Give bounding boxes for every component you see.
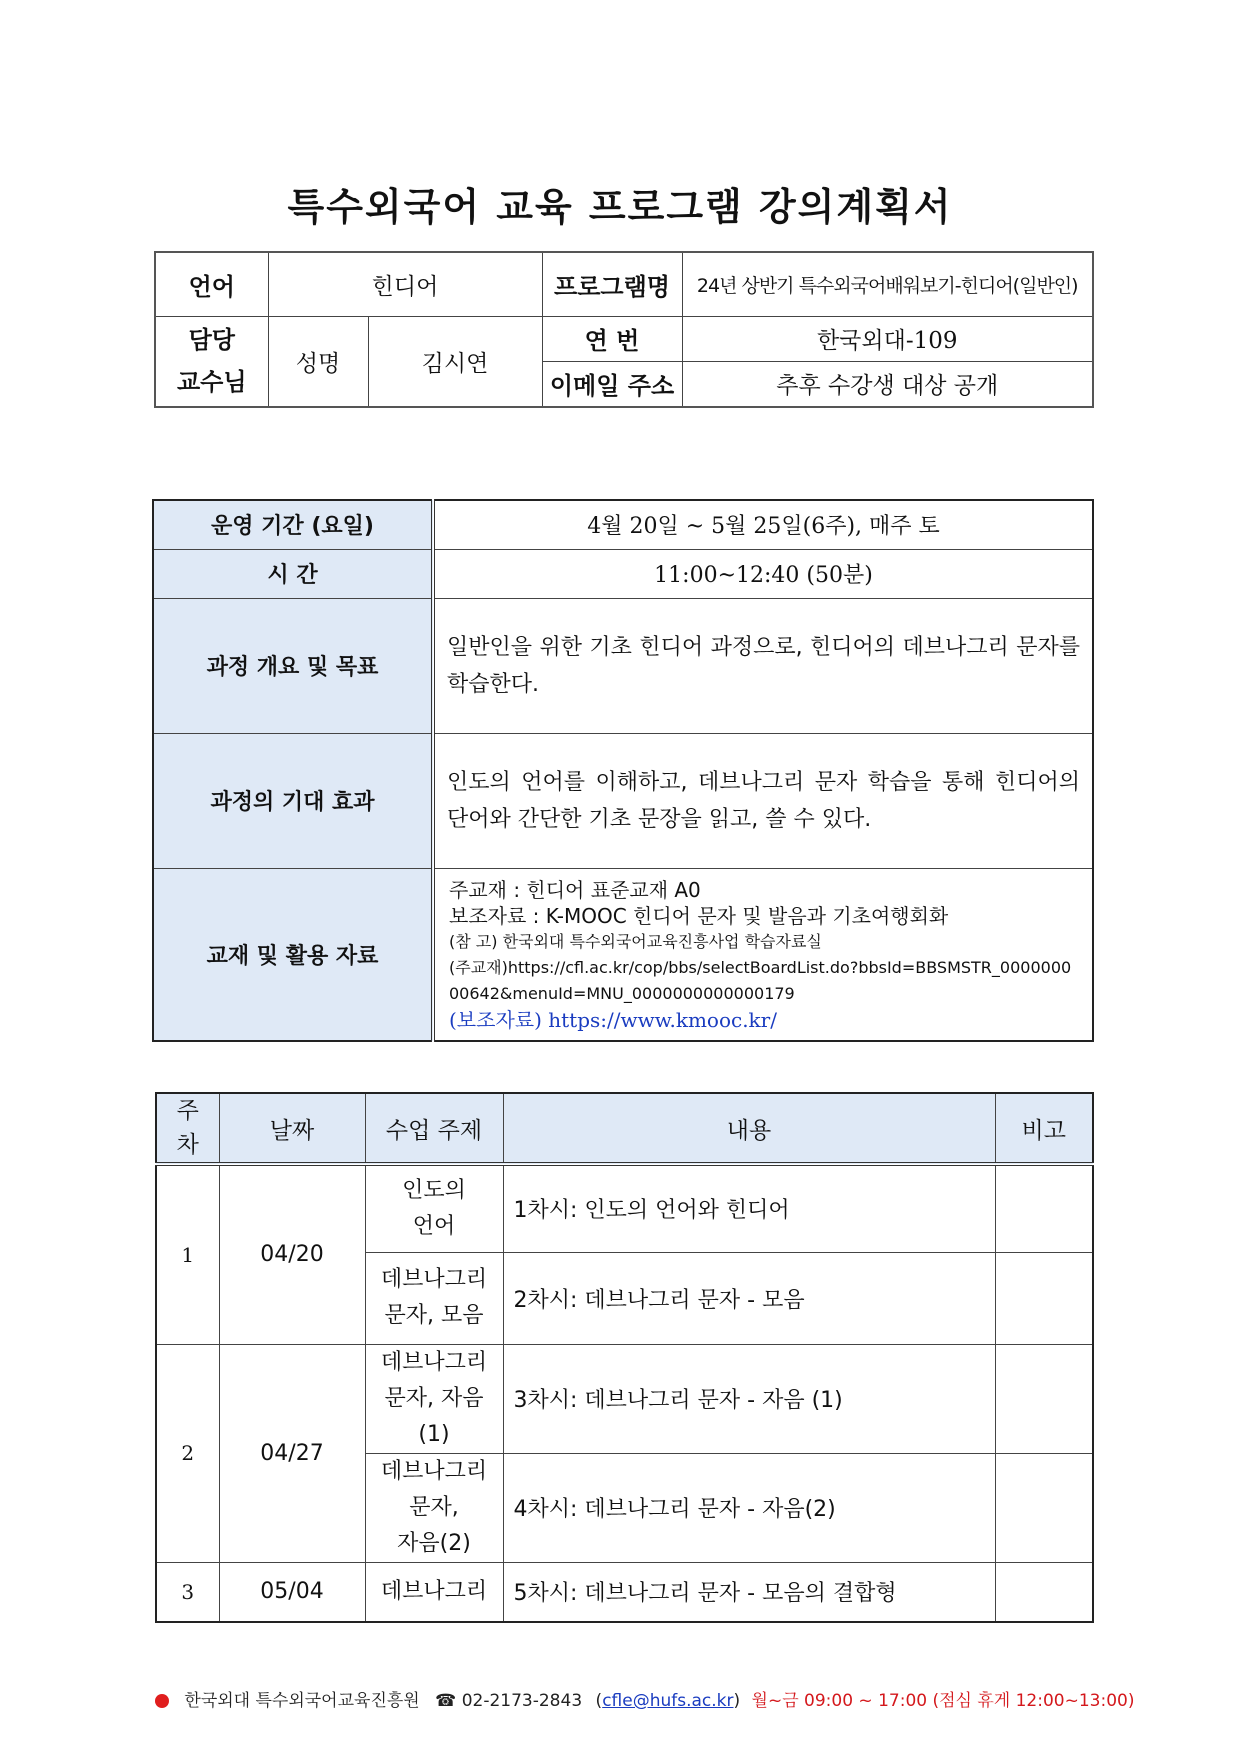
serial-value: 한국외대-109 bbox=[682, 316, 1093, 361]
table-row bbox=[156, 1164, 1093, 1252]
reference-note: (참 고) 한국외대 특수외국어교육진흥사업 학습자료실 bbox=[449, 932, 822, 952]
textbook-link-line2: 00642&menuId=MNU_0000000000000179 bbox=[449, 984, 795, 1004]
topic-line: 언어 bbox=[412, 1213, 456, 1239]
topic-line: 문자, bbox=[409, 1494, 459, 1520]
topic-line: 문자, 자음 bbox=[384, 1385, 484, 1411]
week-header bbox=[156, 1093, 219, 1164]
goal-value: 일반인을 위한 기초 힌디어 과정으로, 힌디어의 데브나그리 문자를 학습한다. bbox=[433, 598, 1093, 733]
email-value: 추후 수강생 대상 공개 bbox=[682, 361, 1093, 407]
red-dot-icon bbox=[155, 1694, 169, 1708]
topic-line: (1) bbox=[418, 1421, 450, 1447]
effect-label: 과정의 기대 효과 bbox=[153, 733, 433, 868]
topic-line: 데브나그리 bbox=[380, 1267, 488, 1292]
instructor-label bbox=[155, 316, 268, 407]
note-header: 비고 bbox=[995, 1093, 1093, 1164]
effect-value: 인도의 언어를 이해하고, 데브나그리 문자 학습을 통해 힌디어의 단어와 간단한 기초 문장을 읽고, 쓸 수 있다. bbox=[433, 733, 1093, 868]
kmooc-link[interactable]: (보조자료) https://www.kmooc.kr/ bbox=[449, 1008, 777, 1033]
name-value: 김시연 bbox=[368, 316, 542, 407]
content-cell: 5차시: 데브나그리 문자 - 모음의 결합형 bbox=[503, 1562, 995, 1622]
email-label: 이메일 주소 bbox=[542, 361, 682, 407]
date-cell: 04/20 bbox=[219, 1164, 365, 1344]
week-cell: 1 bbox=[156, 1164, 219, 1344]
topic-cell bbox=[365, 1164, 503, 1252]
period-label: 운영 기간 (요일) bbox=[153, 500, 433, 549]
week-header-line2: 차 bbox=[176, 1132, 199, 1158]
topic-line: 문자, 모음 bbox=[384, 1303, 484, 1328]
topic-cell bbox=[365, 1252, 503, 1344]
note-cell bbox=[995, 1252, 1093, 1344]
materials-value bbox=[433, 868, 1093, 1041]
date-cell: 05/04 bbox=[219, 1562, 365, 1622]
program-value: 24년 상반기 특수외국어배워보기-힌디어(일반인) bbox=[682, 252, 1093, 316]
goal-label: 과정 개요 및 목표 bbox=[153, 598, 433, 733]
table-row bbox=[156, 1562, 1093, 1622]
content-cell: 3차시: 데브나그리 문자 - 자음 (1) bbox=[503, 1344, 995, 1453]
footer: 한국외대 특수외국어교육진흥원 ☎ 02-2173-2843 (cfle@hufs.ac.kr) 월~금 09:00 ~ 17:00 (점심 휴게 12:00~13:00) bbox=[155, 1686, 1134, 1711]
footer-phone: ☎ 02-2173-2843 bbox=[435, 1691, 583, 1711]
materials-label: 교재 및 활용 자료 bbox=[153, 868, 433, 1041]
name-label: 성명 bbox=[268, 316, 368, 407]
week-cell: 2 bbox=[156, 1344, 219, 1562]
main-textbook: 주교재 : 힌디어 표준교재 A0 bbox=[449, 878, 701, 903]
note-cell bbox=[995, 1453, 1093, 1562]
course-info-table bbox=[154, 251, 1094, 408]
footer-org: 한국외대 특수외국어교육진흥원 bbox=[184, 1691, 420, 1711]
note-cell bbox=[995, 1164, 1093, 1252]
textbook-link-line1: (주교재)https://cfl.ac.kr/cop/bbs/selectBoardList.do?bbsId=BBSMSTR_0000000 bbox=[449, 958, 1072, 978]
supplementary-material: 보조자료 : K-MOOC 힌디어 문자 및 발음과 기초여행회화 bbox=[449, 904, 949, 929]
topic-cell bbox=[365, 1453, 503, 1562]
topic-line: 인도의 bbox=[402, 1177, 466, 1203]
table-row bbox=[156, 1344, 1093, 1453]
topic-header: 수업 주제 bbox=[365, 1093, 503, 1164]
language-value: 힌디어 bbox=[268, 252, 542, 316]
serial-label: 연 번 bbox=[542, 316, 682, 361]
content-cell: 4차시: 데브나그리 문자 - 자음(2) bbox=[503, 1453, 995, 1562]
content-cell: 2차시: 데브나그리 문자 - 모음 bbox=[503, 1252, 995, 1344]
page-title: 특수외국어 교육 프로그램 강의계획서 bbox=[287, 185, 953, 229]
content-header: 내용 bbox=[503, 1093, 995, 1164]
period-value: 4월 20일 ~ 5월 25일(6주), 매주 토 bbox=[433, 500, 1093, 549]
instructor-label-line1: 담당 bbox=[188, 326, 235, 354]
program-label: 프로그램명 bbox=[542, 252, 682, 316]
language-label: 언어 bbox=[155, 252, 268, 316]
time-label: 시 간 bbox=[153, 549, 433, 598]
instructor-label-line2: 교수님 bbox=[176, 368, 247, 396]
content-cell: 1차시: 인도의 언어와 힌디어 bbox=[503, 1164, 995, 1252]
week-cell: 3 bbox=[156, 1562, 219, 1622]
date-cell: 04/27 bbox=[219, 1344, 365, 1562]
footer-hours: 월~금 09:00 ~ 17:00 (점심 휴게 12:00~13:00) bbox=[751, 1691, 1135, 1711]
note-cell bbox=[995, 1344, 1093, 1453]
schedule-table bbox=[155, 1092, 1094, 1623]
time-value: 11:00~12:40 (50분) bbox=[433, 549, 1093, 598]
operation-table bbox=[152, 499, 1094, 1042]
topic-line: 자음(2) bbox=[397, 1530, 471, 1556]
topic-line: 데브나그리 bbox=[380, 1458, 488, 1484]
date-header: 날짜 bbox=[219, 1093, 365, 1164]
week-header-line1: 주 bbox=[176, 1098, 199, 1124]
footer-email[interactable]: cfle@hufs.ac.kr bbox=[602, 1691, 734, 1711]
note-cell bbox=[995, 1562, 1093, 1622]
topic-line: 데브나그리 bbox=[380, 1349, 488, 1375]
topic-cell: 데브나그리 bbox=[365, 1562, 503, 1622]
topic-cell bbox=[365, 1344, 503, 1453]
